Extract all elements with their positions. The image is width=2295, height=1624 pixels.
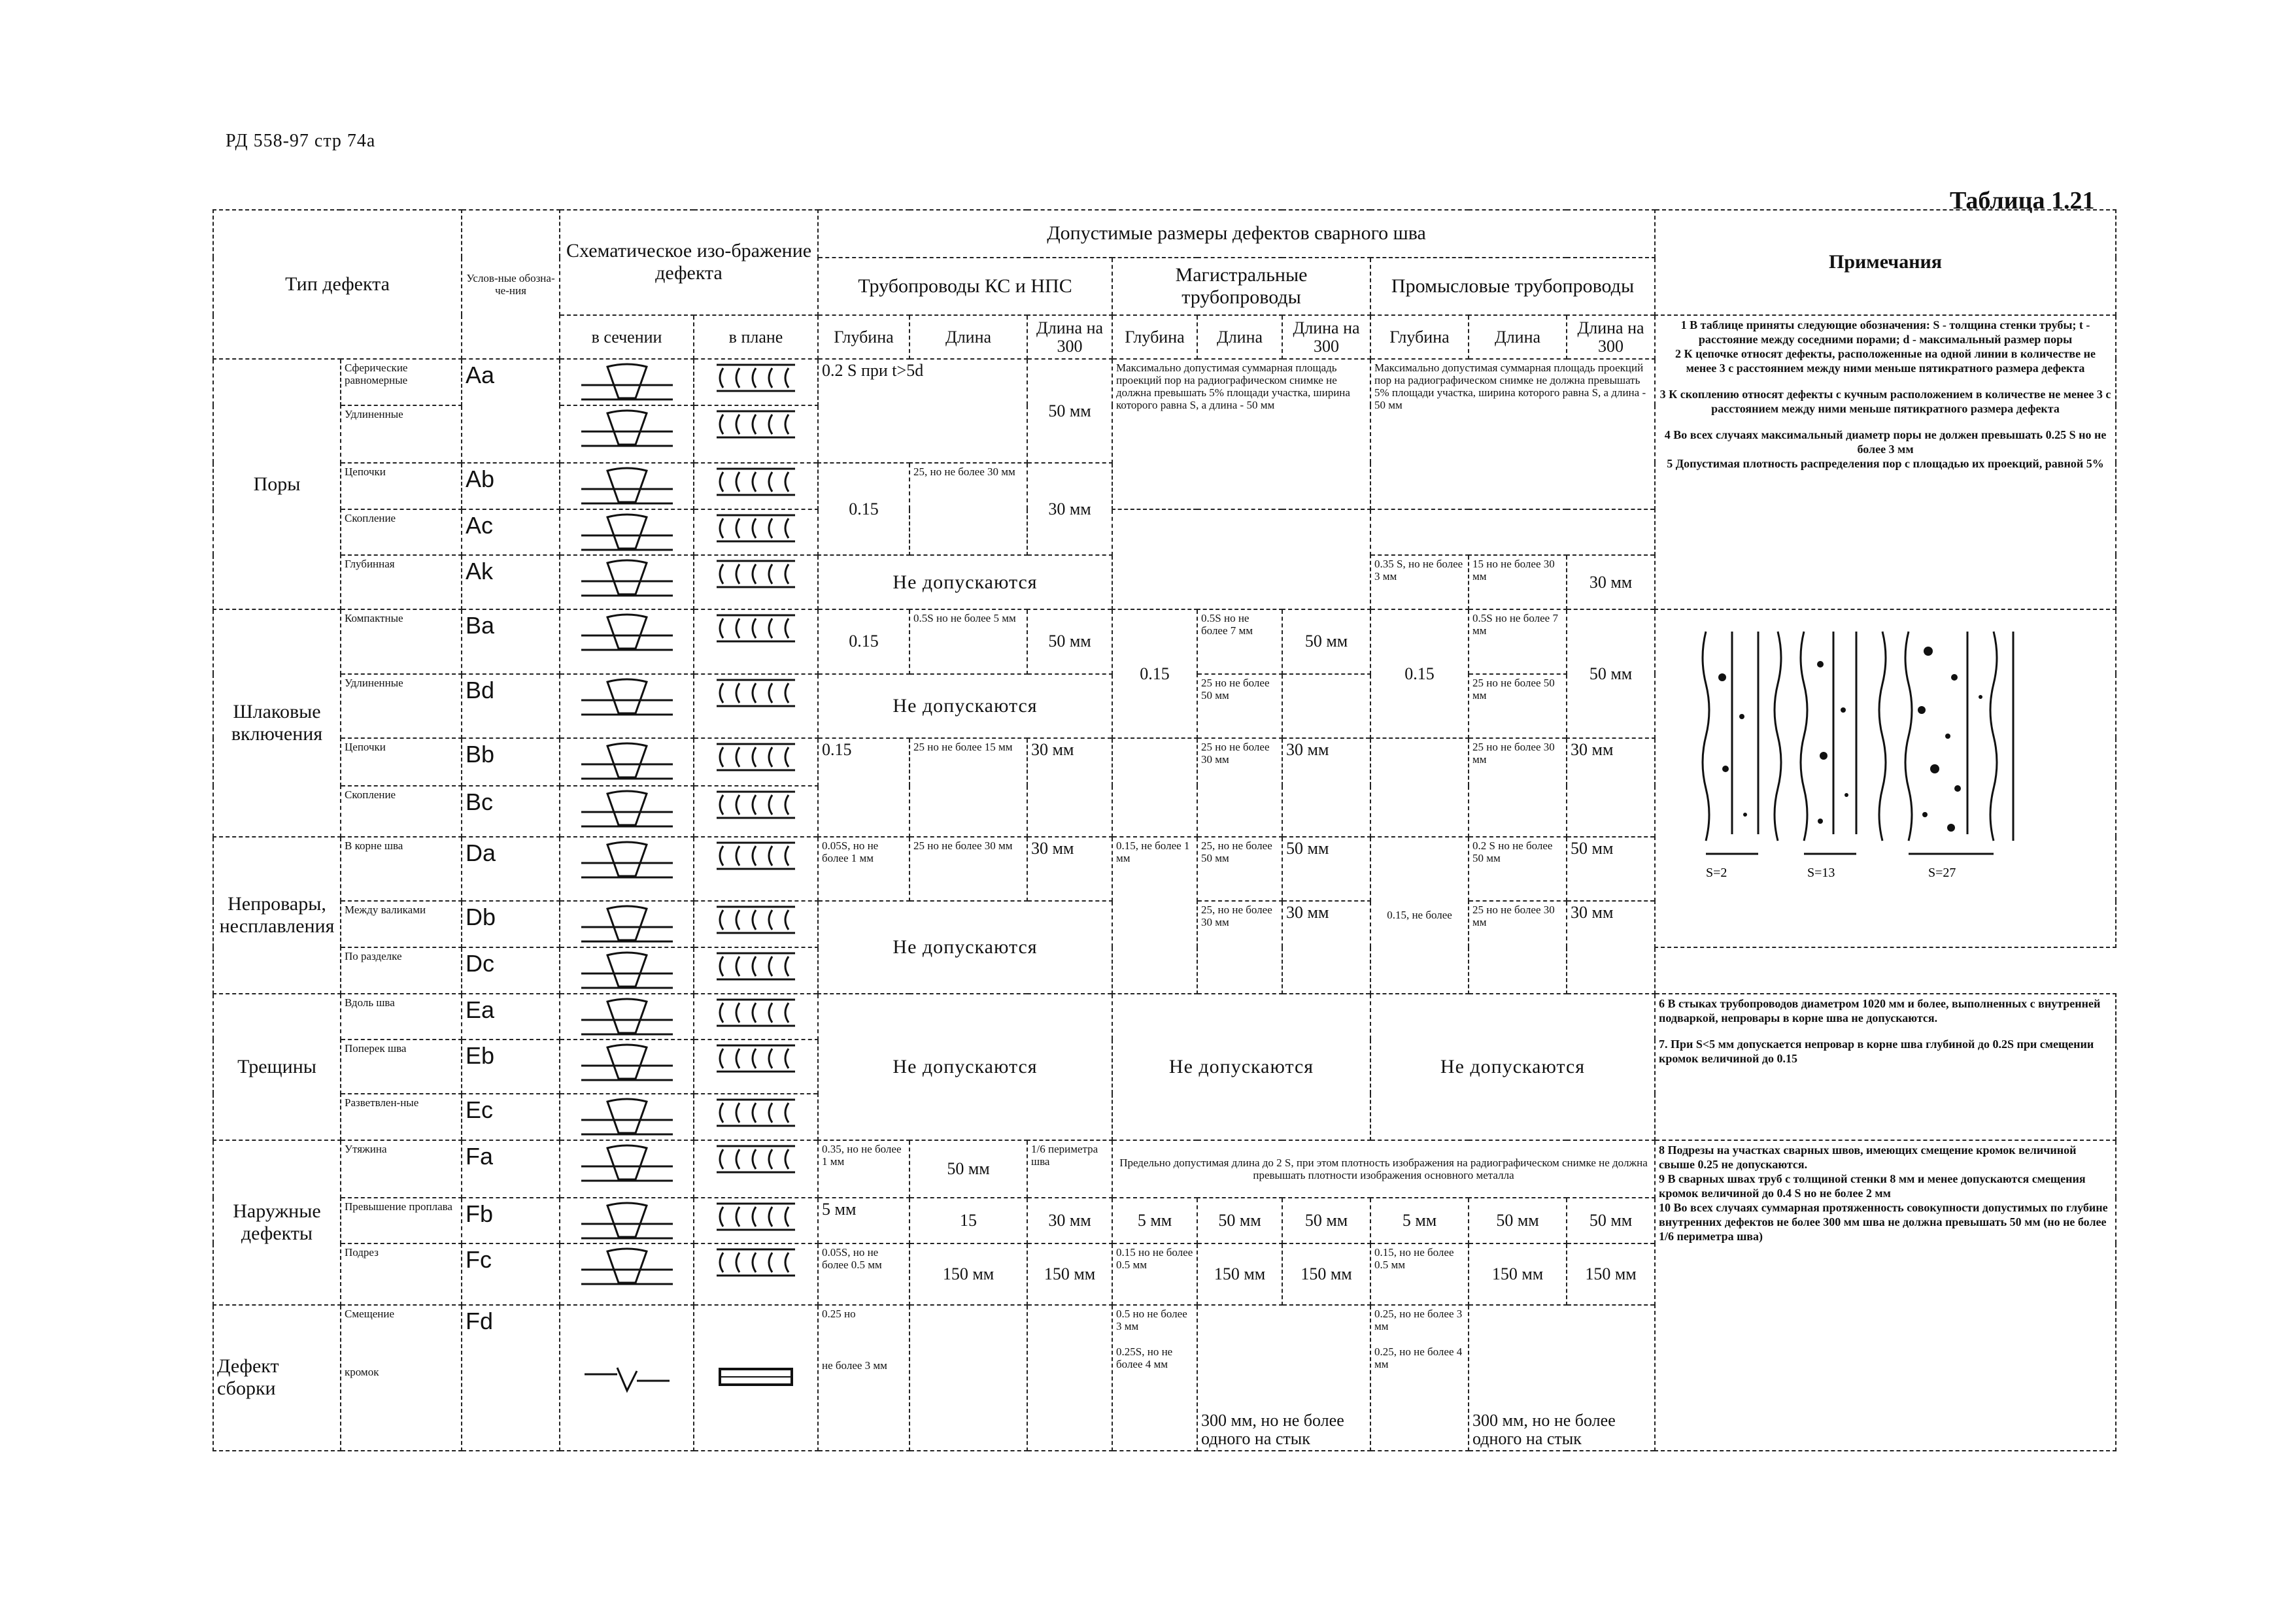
ba-ks-length300: 50 мм xyxy=(1027,609,1112,674)
section-aa xyxy=(560,359,694,405)
ba-field-depth: 0.15 xyxy=(1370,609,1469,738)
plan-db xyxy=(694,901,818,947)
section-bb xyxy=(560,738,694,786)
subtype-slag-chains: Цепочки xyxy=(341,738,462,786)
fa-ks-depth: 0.35, но не более 1 мм xyxy=(818,1140,910,1198)
group-cracks: Трещины xyxy=(213,994,341,1140)
cracks-main-not-allowed: Не допускаются xyxy=(1112,994,1370,1140)
db-main-length: 25, но не более 30 мм xyxy=(1197,901,1282,993)
figure-label-s2: S=13 xyxy=(1807,866,1835,881)
fb-field-length300: 50 мм xyxy=(1567,1198,1655,1244)
header-main-length300: Длина на 300 xyxy=(1282,315,1370,359)
weld-plan-icon xyxy=(710,839,802,872)
db-main-length300: 30 мм xyxy=(1282,901,1370,993)
da-main-length300: 50 мм xyxy=(1282,837,1370,902)
note-2: 2 К цепочке относят дефекты, расположенные на одной линии в количестве не менее 3 с расстоянием между ними меньше пятикратного размера дефекта xyxy=(1675,347,2096,375)
code-eb: Eb xyxy=(462,1040,560,1094)
weld-plan-icon xyxy=(710,1096,802,1129)
defects-table-wrap xyxy=(212,209,2115,1451)
fb-ks-length: 15 xyxy=(910,1198,1027,1244)
section-fd xyxy=(560,1305,694,1451)
header-defect-type: Тип дефекта xyxy=(213,210,462,359)
ak-field-depth: 0.35 S, но не более 3 мм xyxy=(1370,555,1469,609)
section-ec xyxy=(560,1094,694,1140)
ba-field-length300: 50 мм xyxy=(1567,609,1655,738)
weld-plan-icon xyxy=(710,1143,802,1176)
fb-field-depth: 5 мм xyxy=(1370,1198,1469,1244)
da-main-length: 25, но не более 50 мм xyxy=(1197,837,1282,902)
notes-block-3 xyxy=(1655,1140,2116,1451)
section-fc xyxy=(560,1243,694,1304)
plan-ba xyxy=(694,609,818,674)
ab-ks-length: 25, но не более 30 мм xyxy=(910,463,1027,555)
ba-ks-length: 0.5S но не более 5 мм xyxy=(910,609,1027,674)
header-field-length300: Длина на 300 xyxy=(1567,315,1655,359)
ac-field-empty xyxy=(1370,509,1655,556)
fb-main-depth: 5 мм xyxy=(1112,1198,1197,1244)
subtype-deep-pores: Глубинная xyxy=(341,555,462,609)
code-db: Db xyxy=(462,901,560,947)
header-main-depth: Глубина xyxy=(1112,315,1197,359)
aa-main-area-rule: Максимально допустимая суммарная площадь проекций пор на радиографическом снимке не должна превышать 5% площади участка, ширина которого равна S, а длина - 50 мм xyxy=(1112,359,1370,509)
plan-ec xyxy=(694,1094,818,1140)
weld-plan-icon xyxy=(710,465,802,498)
pore-distribution-diagram xyxy=(1693,618,2079,887)
header-in-plan: в плане xyxy=(694,315,818,359)
bd-main-empty xyxy=(1282,674,1370,739)
notes-block-2 xyxy=(1655,994,2116,1140)
weld-plan-icon xyxy=(710,741,802,773)
misalignment-section-icon xyxy=(578,1358,676,1397)
weld-plan-icon xyxy=(710,558,802,590)
group-lack-of-fusion: Непровары, несплавления xyxy=(213,837,341,994)
code-ba: Ba xyxy=(462,609,560,674)
plan-aa xyxy=(694,359,818,405)
subtype-edge-misalignment-line2: кромок xyxy=(345,1365,379,1378)
cracks-ks-not-allowed: Не допускаются xyxy=(818,994,1112,1140)
figure-label-s1: S=2 xyxy=(1705,866,1727,881)
bb-ks-length: 25 но не более 15 мм xyxy=(910,738,1027,836)
header-ks-pipelines: Трубопроводы КС и НПС xyxy=(818,258,1112,315)
fd-ks-length-empty xyxy=(910,1305,1027,1451)
weld-section-icon xyxy=(578,1143,676,1182)
weld-plan-icon xyxy=(710,950,802,983)
weld-section-icon xyxy=(578,950,676,989)
fa-main-field-rule: Предельно допустимая длина до 2 S, при этом плотность изображения на радиографическом снимке не должна превышать плотности изображения основного металла xyxy=(1112,1140,1655,1198)
subtype-elongated-pores: Удлиненные xyxy=(341,405,462,463)
fa-ks-length: 50 мм xyxy=(910,1140,1027,1198)
code-fd: Fd xyxy=(462,1305,560,1451)
fd-main-depth xyxy=(1112,1305,1197,1451)
fb-ks-depth: 5 мм xyxy=(818,1198,910,1244)
bd-ks-not-allowed: Не допускаются xyxy=(818,674,1112,739)
weld-section-icon xyxy=(578,512,676,551)
header-ks-depth: Глубина xyxy=(818,315,910,359)
subtype-branched: Разветвлен-ные xyxy=(341,1094,462,1140)
plan-fb xyxy=(694,1198,818,1244)
fd-main-depth-line1: 0.5 но не более 3 мм xyxy=(1116,1307,1187,1332)
db-field-length: 25 но не более 30 мм xyxy=(1469,901,1567,993)
bb-main-length300: 30 мм xyxy=(1282,738,1370,836)
aa-ks-length300: 50 мм xyxy=(1027,359,1112,463)
code-ab: Ab xyxy=(462,463,560,509)
weld-section-icon xyxy=(578,788,676,828)
note-4: 4 Во всех случаях максимальный диаметр поры не должен превышать 0.25 S но не более 3 мм xyxy=(1664,428,2107,456)
weld-section-icon xyxy=(578,558,676,597)
code-fc: Fc xyxy=(462,1243,560,1304)
fd-field-depth xyxy=(1370,1305,1469,1451)
note-7: 7. При S<5 мм допускается непровар в корне шва глубиной до 0.2S при смещении кромок величиной до 0.15 xyxy=(1659,1037,2094,1065)
plan-fc xyxy=(694,1243,818,1304)
ac-main-empty xyxy=(1112,509,1370,610)
section-bc xyxy=(560,786,694,837)
da-ks-depth: 0.05S, но не более 1 мм xyxy=(818,837,910,902)
subtype-compact-slag: Компактные xyxy=(341,609,462,674)
code-ec: Ec xyxy=(462,1094,560,1140)
fd-main-length: 300 мм, но не более одного на стык xyxy=(1197,1305,1370,1451)
subtype-pore-chains: Цепочки xyxy=(341,463,462,509)
fd-main-depth-line2: 0.25S, но не более 4 мм xyxy=(1116,1345,1173,1370)
plan-ak xyxy=(694,555,818,609)
header-field-length: Длина xyxy=(1469,315,1567,359)
section-dc xyxy=(560,947,694,994)
header-field-depth: Глубина xyxy=(1370,315,1469,359)
plan-bd xyxy=(694,674,818,739)
weld-section-icon xyxy=(578,1096,676,1136)
db-ks-not-allowed: Не допускаются xyxy=(818,901,1112,993)
fc-field-length300: 150 мм xyxy=(1567,1243,1655,1304)
plan-fa xyxy=(694,1140,818,1198)
weld-plan-icon xyxy=(710,1246,802,1279)
note-9: 9 В сварных швах труб с толщиной стенки 8 мм и менее допускаются смещения кромок величиной до 0.4 S но не более 2 мм xyxy=(1659,1172,2086,1200)
weld-plan-icon xyxy=(710,1200,802,1233)
fd-ks-length300-empty xyxy=(1027,1305,1112,1451)
plan-da xyxy=(694,837,818,902)
figure-label-s3: S=27 xyxy=(1928,866,1956,881)
group-assembly-defect: Дефект сборки xyxy=(213,1305,341,1451)
document-reference: РД 558-97 стр 74а xyxy=(226,131,376,151)
fc-main-depth: 0.15 но не более 0.5 мм xyxy=(1112,1243,1197,1304)
code-bc: Bc xyxy=(462,786,560,837)
bb-ks-length300: 30 мм xyxy=(1027,738,1112,836)
fb-main-length300: 50 мм xyxy=(1282,1198,1370,1244)
note-10: 10 Во всех случаях суммарная протяженность совокупности допустимых по глубине внутренних дефектов не более 300 мм шва не должна превышать 50 мм (но не более 1/6 периметра шва) xyxy=(1659,1200,2108,1243)
weld-section-icon xyxy=(578,996,676,1036)
fc-main-length: 150 мм xyxy=(1197,1243,1282,1304)
weld-plan-icon xyxy=(710,1042,802,1075)
subtype-transverse: Поперек шва xyxy=(341,1040,462,1094)
header-notes: Примечания xyxy=(1655,210,2116,315)
note-8: 8 Подрезы на участках сварных швов, имеющих смещение кромок величиной свыше 0.25 не допускаются. xyxy=(1659,1143,2077,1171)
subtype-longitudinal: Вдоль шва xyxy=(341,994,462,1040)
fb-main-length: 50 мм xyxy=(1197,1198,1282,1244)
bb-field-length: 25 но не более 30 мм xyxy=(1469,738,1567,836)
weld-section-icon xyxy=(578,1200,676,1240)
aa-field-area-rule: Максимально допустимая суммарная площадь проекций пор на радиографическом снимке не должна превышать 5% площади участка, ширина которого равна S, а длина - 50 мм xyxy=(1370,359,1655,509)
section-bd xyxy=(560,674,694,739)
ba-main-depth: 0.15 xyxy=(1112,609,1197,738)
group-pores: Поры xyxy=(213,359,341,609)
note-6: 6 В стыках трубопроводов диаметром 1020 мм и более, выполненных с внутренней подваркой, непровары в корне шва не допускаются. xyxy=(1659,996,2101,1024)
subtype-pore-cluster: Скопление xyxy=(341,509,462,556)
subtype-excess-penetration: Превышение проплава xyxy=(341,1198,462,1244)
plan-dc xyxy=(694,947,818,994)
ab-ks-length300: 30 мм xyxy=(1027,463,1112,555)
weld-section-icon xyxy=(578,612,676,651)
weld-section-icon xyxy=(578,1246,676,1285)
subtype-slag-cluster: Скопление xyxy=(341,786,462,837)
misalignment-plan-icon xyxy=(710,1361,802,1394)
cracks-field-not-allowed: Не допускаются xyxy=(1370,994,1655,1140)
code-dc: Dc xyxy=(462,947,560,994)
pore-density-figure-cell xyxy=(1655,609,2116,947)
weld-section-icon xyxy=(578,1042,676,1081)
note-1: 1 В таблице приняты следующие обозначения: S - толщина стенки трубы; t - расстояние между соседними порами; d - максимальный размер поры xyxy=(1680,318,2090,346)
ba-main-length300: 50 мм xyxy=(1282,609,1370,674)
section-ba xyxy=(560,609,694,674)
section-ab xyxy=(560,463,694,509)
notes-block-1 xyxy=(1655,315,2116,609)
weld-section-icon xyxy=(578,741,676,780)
plan-ea xyxy=(694,994,818,1040)
fd-ks-depth-line2: не более 3 мм xyxy=(822,1359,887,1372)
plan-aa2 xyxy=(694,405,818,463)
weld-plan-icon xyxy=(710,788,802,821)
section-fa xyxy=(560,1140,694,1198)
weld-section-icon xyxy=(578,408,676,447)
fd-ks-depth xyxy=(818,1305,910,1451)
subtype-spherical: Сферические равномерные xyxy=(341,359,462,405)
plan-fd xyxy=(694,1305,818,1451)
section-ak xyxy=(560,555,694,609)
header-main-pipelines: Магистральные трубопроводы xyxy=(1112,258,1370,315)
header-ks-length300: Длина на 300 xyxy=(1027,315,1112,359)
ak-field-length300: 30 мм xyxy=(1567,555,1655,609)
code-da: Da xyxy=(462,837,560,902)
header-field-pipelines: Промысловые трубопроводы xyxy=(1370,258,1655,315)
code-ea: Ea xyxy=(462,994,560,1040)
fd-ks-depth-line1: 0.25 но xyxy=(822,1307,856,1320)
weld-section-icon xyxy=(578,839,676,879)
bd-field-length: 25 но не более 50 мм xyxy=(1469,674,1567,739)
aa-ks-depth: 0.2 S при t>5d xyxy=(818,359,1027,463)
plan-ac xyxy=(694,509,818,556)
code-ac: Ac xyxy=(462,509,560,556)
subtype-edge-misalignment-line1: Смещение xyxy=(345,1307,395,1320)
da-field-length300: 50 мм xyxy=(1567,837,1655,902)
subtype-undercut: Подрез xyxy=(341,1243,462,1304)
code-ak: Ak xyxy=(462,555,560,609)
fc-field-depth: 0.15, но не более 0.5 мм xyxy=(1370,1243,1469,1304)
note-3: 3 К скоплению относят дефекты с кучным расположением в количестве не менее 3 с расстоянием между ними меньше пятикратного размера дефекта xyxy=(1659,387,2111,415)
section-ac xyxy=(560,509,694,556)
bb-field-length300: 30 мм xyxy=(1567,738,1655,836)
weld-plan-icon xyxy=(710,362,802,394)
header-main-length: Длина xyxy=(1197,315,1282,359)
note-5: 5 Допустимая плотность распределения пор с площадью их проекций, равной 5% xyxy=(1667,456,2104,470)
fa-ks-length300: 1/6 периметра шва xyxy=(1027,1140,1112,1198)
section-fb xyxy=(560,1198,694,1244)
subtype-elongated-slag: Удлиненные xyxy=(341,674,462,739)
fd-field-length: 300 мм, но не более одного на стык xyxy=(1469,1305,1655,1451)
plan-bc xyxy=(694,786,818,837)
plan-bb xyxy=(694,738,818,786)
weld-plan-icon xyxy=(710,677,802,709)
ba-field-length: 0.5S но не более 7 мм xyxy=(1469,609,1567,674)
db-field-length300: 30 мм xyxy=(1567,901,1655,993)
group-external-defects: Наружные дефекты xyxy=(213,1140,341,1305)
bb-field-depth-empty xyxy=(1370,738,1469,836)
subtype-between-passes: Между валиками xyxy=(341,901,462,947)
section-da xyxy=(560,837,694,902)
fd-field-depth-line2: 0.25, но не более 4 мм xyxy=(1374,1345,1463,1370)
fc-main-length300: 150 мм xyxy=(1282,1243,1370,1304)
fb-field-length: 50 мм xyxy=(1469,1198,1567,1244)
weld-plan-icon xyxy=(710,904,802,936)
section-ea xyxy=(560,994,694,1040)
subtype-root: В корне шва xyxy=(341,837,462,902)
header-schematic: Схематическое изо-бражение дефекта xyxy=(560,210,818,315)
table-title: Таблица 1.21 xyxy=(1950,187,2095,214)
da-ks-length300: 30 мм xyxy=(1027,837,1112,902)
subtype-concavity: Утяжина xyxy=(341,1140,462,1198)
code-aa: Aa xyxy=(462,359,560,463)
header-permissible-sizes: Допустимые размеры дефектов сварного шва xyxy=(818,210,1655,258)
fc-ks-length: 150 мм xyxy=(910,1243,1027,1304)
ak-ks-not-allowed: Не допускаются xyxy=(818,555,1112,609)
da-main-depth: 0.15, не более 1 мм xyxy=(1112,837,1197,994)
fb-ks-length300: 30 мм xyxy=(1027,1198,1112,1244)
section-aa2 xyxy=(560,405,694,463)
ba-ks-depth: 0.15 xyxy=(818,609,910,674)
da-field-depth: 0.15, не более xyxy=(1370,837,1469,994)
code-bb: Bb xyxy=(462,738,560,786)
weld-section-icon xyxy=(578,465,676,505)
ak-field-length: 15 но не более 30 мм xyxy=(1469,555,1567,609)
weld-plan-icon xyxy=(710,996,802,1029)
weld-section-icon xyxy=(578,904,676,943)
ab-ks-depth: 0.15 xyxy=(818,463,910,555)
section-db xyxy=(560,901,694,947)
weld-plan-icon xyxy=(710,408,802,441)
subtype-edge-misalignment xyxy=(341,1305,462,1451)
group-slag-inclusions: Шлаковые включения xyxy=(213,609,341,837)
weld-section-icon xyxy=(578,677,676,716)
weld-plan-icon xyxy=(710,512,802,545)
weld-section-icon xyxy=(578,362,676,401)
fd-field-depth-line1: 0.25, но не более 3 мм xyxy=(1374,1307,1463,1332)
header-in-section: в сечении xyxy=(560,315,694,359)
section-eb xyxy=(560,1040,694,1094)
code-bd: Bd xyxy=(462,674,560,739)
fc-ks-depth: 0.05S, но не более 0.5 мм xyxy=(818,1243,910,1304)
weld-plan-icon xyxy=(710,612,802,645)
code-fa: Fa xyxy=(462,1140,560,1198)
subtype-bevel: По разделке xyxy=(341,947,462,994)
bb-ks-depth: 0.15 xyxy=(818,738,910,836)
fc-field-length: 150 мм xyxy=(1469,1243,1567,1304)
fc-ks-length300: 150 мм xyxy=(1027,1243,1112,1304)
bd-main-length: 25 но не более 50 мм xyxy=(1197,674,1282,739)
bb-main-length: 25 но не более 30 мм xyxy=(1197,738,1282,836)
plan-eb xyxy=(694,1040,818,1094)
weld-defects-table xyxy=(212,209,2116,1451)
header-ks-length: Длина xyxy=(910,315,1027,359)
da-field-length: 0.2 S но не более 50 мм xyxy=(1469,837,1567,902)
code-fb: Fb xyxy=(462,1198,560,1244)
header-symbol: Услов-ные обозна-че-ния xyxy=(462,210,560,359)
bb-main-depth-empty xyxy=(1112,738,1197,836)
plan-ab xyxy=(694,463,818,509)
ba-main-length: 0.5S но не более 7 мм xyxy=(1197,609,1282,674)
da-ks-length: 25 но не более 30 мм xyxy=(910,837,1027,902)
